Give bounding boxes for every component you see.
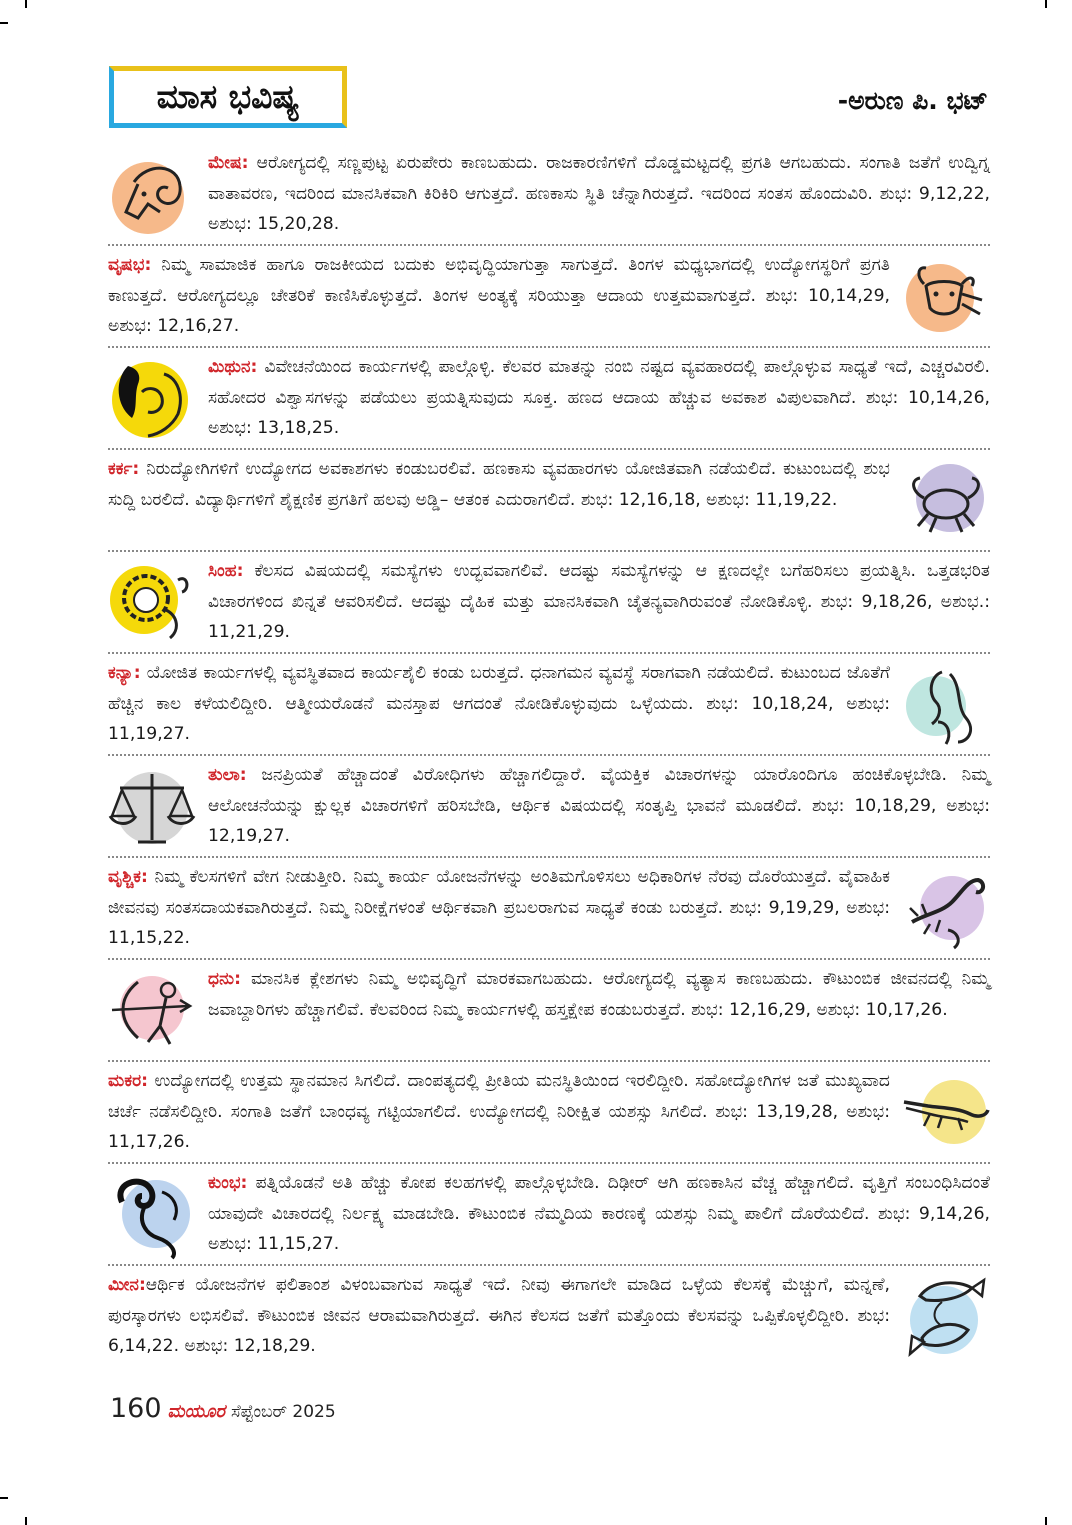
aquarius-pot-icon xyxy=(108,1172,196,1260)
cancer-crab-icon xyxy=(902,458,990,546)
pisces-fish-icon xyxy=(902,1274,990,1362)
horoscope-mesha xyxy=(108,144,990,246)
sign-name: ತುಲಾ: xyxy=(208,765,247,785)
author-byline: -ಅರುಣ ಪಿ. ಭಟ್ xyxy=(837,86,988,115)
sign-prediction: ಕೆಲಸದ ವಿಷಯದಲ್ಲಿ ಸಮಸ್ಯೆಗಳು ಉದ್ಭವವಾಗಲಿವೆ. ಆದಷ್ಟು ಸಮಸ್ಯೆಗಳನ್ನು ಆ ಕ್ಷಣದಲ್ಲೇ ಬಗೆಹರಿಸಲು ಪ್ರಯತ್ನಿಸಿ. ಒತ್ತಡಭರಿತ ವಿಚಾರಗಳಿಂದ ಖಿನ್ನತೆ ಆವರಿಸಲಿದೆ. ಆದಷ್ಟು ದೈಹಿಕ ಮತ್ತು ಮಾನಸಿಕವಾಗಿ ಚೈತನ್ಯವಾಗಿರುವಂತೆ ನೋಡಿಕೊಳ್ಳಿ. ಶುಭ: 9,18,26, ಅಶುಭ.: 11,21,29. xyxy=(208,561,990,642)
horoscope-text xyxy=(208,964,990,1025)
sign-name: ವೃಷಭ: xyxy=(108,255,152,275)
horoscope-text xyxy=(108,658,890,750)
crop-mark-bottom-left xyxy=(25,1517,27,1525)
sign-name: ಕನ್ಯಾ: xyxy=(108,663,141,683)
horoscope-text xyxy=(208,352,990,444)
sign-prediction: ಯೋಜಿತ ಕಾರ್ಯಗಳಲ್ಲಿ ವ್ಯವಸ್ಥಿತವಾದ ಕಾರ್ಯಶೈಲಿ ಕಂಡು ಬರುತ್ತದೆ. ಧನಾಗಮನ ವ್ಯವಸ್ಥೆ ಸರಾಗವಾಗಿ ನಡೆಯಲಿದೆ. ಕುಟುಂಬದ ಜೊತೆಗೆ ಹೆಚ್ಚಿನ ಕಾಲ ಕಳೆಯಲಿದ್ದೀರಿ. ಆತ್ಮೀಯರೊಡನೆ ಮನಸ್ತಾಪ ಆಗದಂತೆ ನೋಡಿಕೊಳ್ಳುವುದು ಒಳ್ಳೆಯದು. ಶುಭ: 10,18,24, ಅಶುಭ: 11,19,27. xyxy=(108,663,890,744)
sign-prediction: ಉದ್ಯೋಗದಲ್ಲಿ ಉತ್ತಮ ಸ್ಥಾನಮಾನ ಸಿಗಲಿದೆ. ದಾಂಪತ್ಯದಲ್ಲಿ ಪ್ರೀತಿಯ ಮನಸ್ಥಿತಿಯಿಂದ ಇರಲಿದ್ದೀರಿ. ಸಹೋದ್ಯೋಗಿಗಳ ಜತೆ ಮುಖ್ಯವಾದ ಚರ್ಚೆ ನಡೆಸಲಿದ್ದೀರಿ. ಸಂಗಾತಿ ಜತೆಗೆ ಬಾಂಧವ್ಯ ಗಟ್ಟಿಯಾಗಲಿದೆ. ಉದ್ಯೋಗದಲ್ಲಿ ನಿರೀಕ್ಷಿತ ಯಶಸ್ಸು ಸಿಗಲಿದೆ. ಶುಭ: 13,19,28, ಅಶುಭ: 11,17,26. xyxy=(108,1071,890,1152)
horoscope-tula xyxy=(108,756,990,858)
sign-prediction: ನಿಮ್ಮ ಕೆಲಸಗಳಿಗೆ ವೇಗ ನೀಡುತ್ತೀರಿ. ನಿಮ್ಮ ಕಾರ್ಯ ಯೋಜನೆಗಳನ್ನು ಅಂತಿಮಗೊಳಿಸಲು ಅಧಿಕಾರಿಗಳ ನೆರವು ದೊರೆಯುತ್ತದೆ. ವೈವಾಹಿಕ ಜೀವನವು ಸಂತಸದಾಯಕವಾಗಿರುತ್ತದೆ. ನಿಮ್ಮ ನಿರೀಕ್ಷೆಗಳಂತೆ ಆರ್ಥಿಕವಾಗಿ ಪ್ರಬಲರಾಗುವ ಸಾಧ್ಯತೆ ಕಂಡು ಬರುತ್ತದೆ. ಶುಭ: 9,19,29, ಅಶುಭ: 11,15,22. xyxy=(108,867,890,948)
sign-prediction: ನಿಮ್ಮ ಸಾಮಾಜಿಕ ಹಾಗೂ ರಾಜಕೀಯದ ಬದುಕು ಅಭಿವೃದ್ಧಿಯಾಗುತ್ತಾ ಸಾಗುತ್ತದೆ. ತಿಂಗಳ ಮಧ್ಯಭಾಗದಲ್ಲಿ ಉದ್ಯೋಗಸ್ಥರಿಗೆ ಪ್ರಗತಿ ಕಾಣುತ್ತದೆ. ಆರೋಗ್ಯದಲ್ಲೂ ಚೇತರಿಕೆ ಕಾಣಿಸಿಕೊಳ್ಳುತ್ತದೆ. ತಿಂಗಳ ಅಂತ್ಯಕ್ಕೆ ಸರಿಯುತ್ತಾ ಆದಾಯ ಉತ್ತಮವಾಗುತ್ತದೆ. ಶುಭ: 10,14,29, ಅಶುಭ: 12,16,27. xyxy=(108,255,890,336)
sign-prediction: ವಿವೇಚನೆಯಿಂದ ಕಾರ್ಯಗಳಲ್ಲಿ ಪಾಲ್ಗೊಳ್ಳಿ. ಕೆಲವರ ಮಾತನ್ನು ನಂಬಿ ನಷ್ಟದ ವ್ಯವಹಾರದಲ್ಲಿ ಪಾಲ್ಗೊಳ್ಳುವ ಸಾಧ್ಯತೆ ಇದೆ, ಎಚ್ಚರವಿರಲಿ. ಸಹೋದರ ವಿಶ್ವಾಸಗಳನ್ನು ಪಡೆಯಲು ಪ್ರಯತ್ನಿಸುವುದು ಸೂಕ್ತ. ಹಣದ ಆದಾಯ ಹೆಚ್ಚುವ ಅವಕಾಶ ವಿಪುಲವಾಗಿದೆ. ಶುಭ: 10,14,26, ಅಶುಭ: 13,18,25. xyxy=(208,357,990,438)
taurus-bull-icon xyxy=(902,254,990,342)
horoscope-text xyxy=(208,556,990,648)
sagittarius-archer-icon xyxy=(108,968,196,1056)
sign-name: ವೃಶ್ಚಿಕ: xyxy=(108,867,148,887)
horoscope-text xyxy=(208,148,990,240)
horoscope-karka xyxy=(108,450,990,552)
sign-prediction: ಪತ್ನಿಯೊಡನೆ ಅತಿ ಹೆಚ್ಚು ಕೋಪ ಕಲಹಗಳಲ್ಲಿ ಪಾಲ್ಗೊಳ್ಳಬೇಡಿ. ದಿಢೀರ್ ಆಗಿ ಹಣಕಾಸಿನ ವೆಚ್ಚ ಹೆಚ್ಚಾಗಲಿದೆ. ವೃತ್ತಿಗೆ ಸಂಬಂಧಿಸಿದಂತೆ ಯಾವುದೇ ವಿಚಾರದಲ್ಲಿ ನಿರ್ಲಕ್ಷ್ಯ ಮಾಡಬೇಡಿ. ಕೌಟುಂಬಿಕ ನೆಮ್ಮದಿಯ ಕಾರಣಕ್ಕೆ ಯಶಸ್ಸು ನಿಮ್ಮ ಪಾಲಿಗೆ ದೊರೆಯಲಿದೆ. ಶುಭ: 9,14,26, ಅಶುಭ: 11,15,27. xyxy=(208,1173,990,1254)
horoscope-kanya xyxy=(108,654,990,756)
sign-name: ಮೀನ: xyxy=(108,1275,146,1295)
gemini-twins-icon xyxy=(108,356,196,444)
sign-name: ಮೇಷ: xyxy=(208,153,249,173)
crop-mark-top-right xyxy=(1045,0,1047,8)
crop-mark-left-top xyxy=(0,22,8,24)
crop-mark-top-left xyxy=(25,0,27,8)
page-title: ಮಾಸ ಭವಿಷ್ಯ xyxy=(156,77,300,116)
magazine-logo: ಮಯೂರ xyxy=(167,1401,225,1422)
sign-prediction: ಮಾನಸಿಕ ಕ್ಲೇಶಗಳು ನಿಮ್ಮ ಅಭಿವೃದ್ಧಿಗೆ ಮಾರಕವಾಗಬಹುದು. ಆರೋಗ್ಯದಲ್ಲಿ ವ್ಯತ್ಯಾಸ ಕಾಣಬಹುದು. ಕೌಟುಂಬಿಕ ಜೀವನದಲ್ಲಿ ನಿಮ್ಮ ಜವಾಬ್ದಾರಿಗಳು ಹೆಚ್ಚಾಗಲಿವೆ. ಕೆಲವರಿಂದ ನಿಮ್ಮ ಕಾರ್ಯಗಳಲ್ಲಿ ಹಸ್ತಕ್ಷೇಪ ಕಂಡುಬರುತ್ತದೆ. ಶುಭ: 12,16,29, ಅಶುಭ: 10,17,26. xyxy=(208,969,990,1020)
sign-name: ಮಿಥುನ: xyxy=(208,357,258,377)
page-title-box xyxy=(109,66,347,128)
leo-lion-icon xyxy=(108,560,196,648)
sign-prediction: ಆರ್ಥಿಕ ಯೋಜನೆಗಳ ಫಲಿತಾಂಶ ವಿಳಂಬವಾಗುವ ಸಾಧ್ಯತೆ ಇದೆ. ನೀವು ಈಗಾಗಲೇ ಮಾಡಿದ ಒಳ್ಳೆಯ ಕೆಲಸಕ್ಕೆ ಮೆಚ್ಚುಗೆ, ಮನ್ನಣೆ, ಪುರಸ್ಕಾರಗಳು ಲಭಿಸಲಿವೆ. ಕೌಟುಂಬಿಕ ಜೀವನ ಆರಾಮವಾಗಿರುತ್ತದೆ. ಈಗಿನ ಕೆಲಸದ ಜತೆಗೆ ಮತ್ತೊಂದು ಕೆಲಸವನ್ನು ಒಪ್ಪಿಕೊಳ್ಳಲಿದ್ದೀರಿ. ಶುಭ: 6,14,22. ಅಶುಭ: 12,18,29. xyxy=(108,1275,890,1356)
horoscope-text xyxy=(108,454,890,515)
horoscope-mithuna xyxy=(108,348,990,450)
horoscope-vrishchika xyxy=(108,858,990,960)
horoscope-text xyxy=(108,1066,890,1158)
capricorn-crocodile-icon xyxy=(902,1070,990,1158)
horoscope-vrishabha xyxy=(108,246,990,348)
sign-prediction: ನಿರುದ್ಯೋಗಿಗಳಿಗೆ ಉದ್ಯೋಗದ ಅವಕಾಶಗಳು ಕಂಡುಬರಲಿವೆ. ಹಣಕಾಸು ವ್ಯವಹಾರಗಳು ಯೋಜಿತವಾಗಿ ನಡೆಯಲಿದೆ. ಕುಟುಂಬದಲ್ಲಿ ಶುಭ ಸುದ್ದಿ ಬರಲಿದೆ. ವಿದ್ಯಾರ್ಥಿಗಳಿಗೆ ಶೈಕ್ಷಣಿಕ ಪ್ರಗತಿಗೆ ಹಲವು ಅಡ್ಡಿ– ಆತಂಕ ಎದುರಾಗಲಿದೆ. ಶುಭ: 12,16,18, ಅಶುಭ: 11,19,22. xyxy=(108,459,890,510)
sign-prediction: ಜನಪ್ರಿಯತೆ ಹೆಚ್ಚಾದಂತೆ ವಿರೋಧಿಗಳು ಹೆಚ್ಚಾಗಲಿದ್ದಾರೆ. ವೈಯಕ್ತಿಕ ವಿಚಾರಗಳನ್ನು ಯಾರೊಂದಿಗೂ ಹಂಚಿಕೊಳ್ಳಬೇಡಿ. ನಿಮ್ಮ ಆಲೋಚನೆಯನ್ನು ಕ್ಷುಲ್ಲಕ ವಿಚಾರಗಳಿಗೆ ಹರಿಸಬೇಡಿ, ಆರ್ಥಿಕ ವಿಷಯದಲ್ಲಿ ಸಂತೃಪ್ತಿ ಭಾವನೆ ಮೂಡಲಿದೆ. ಶುಭ: 10,18,29, ಅಶುಭ: 12,19,27. xyxy=(208,765,990,846)
sign-prediction: ಆರೋಗ್ಯದಲ್ಲಿ ಸಣ್ಣಪುಟ್ಟ ಏರುಪೇರು ಕಾಣಬಹುದು. ರಾಜಕಾರಣಿಗಳಿಗೆ ದೊಡ್ಡಮಟ್ಟದಲ್ಲಿ ಪ್ರಗತಿ ಆಗಬಹುದು. ಸಂಗಾತಿ ಜತೆಗೆ ಉದ್ವಿಗ್ನ ವಾತಾವರಣ, ಇದರಿಂದ ಮಾನಸಿಕವಾಗಿ ಕಿರಿಕಿರಿ ಆಗುತ್ತದೆ. ಹಣಕಾಸು ಸ್ಥಿತಿ ಚೆನ್ನಾಗಿರುತ್ತದೆ. ಇದರಿಂದ ಸಂತಸ ಹೊಂದುವಿರಿ. ಶುಭ: 9,12,22, ಅಶುಭ: 15,20,28. xyxy=(208,153,990,234)
crop-mark-bottom-right xyxy=(1045,1517,1047,1525)
horoscope-text xyxy=(108,1270,890,1362)
horoscope-text xyxy=(208,760,990,852)
sign-name: ಮಕರ: xyxy=(108,1071,149,1091)
crop-mark-left-bottom xyxy=(0,1497,8,1499)
horoscope-dhanu xyxy=(108,960,990,1062)
aries-ram-icon xyxy=(108,152,196,240)
horoscope-kumbha xyxy=(108,1164,990,1266)
horoscope-makara xyxy=(108,1062,990,1164)
horoscope-meena xyxy=(108,1266,990,1368)
horoscope-text xyxy=(208,1168,990,1260)
horoscope-text xyxy=(108,250,890,342)
sign-name: ಧನು: xyxy=(208,969,241,989)
horoscope-text xyxy=(108,862,890,954)
sign-name: ಕುಂಭ: xyxy=(208,1173,248,1193)
virgo-maiden-icon xyxy=(902,662,990,750)
sign-name: ಸಿಂಹ: xyxy=(208,561,244,581)
libra-scales-icon xyxy=(108,764,196,852)
issue-date: ಸೆಪ್ಟೆಂಬರ್ 2025 xyxy=(230,1402,336,1422)
page-footer xyxy=(110,1393,336,1424)
page-number: 160 xyxy=(110,1393,162,1424)
sign-name: ಕರ್ಕ: xyxy=(108,459,140,479)
horoscope-simha xyxy=(108,552,990,654)
scorpio-scorpion-icon xyxy=(902,866,990,954)
